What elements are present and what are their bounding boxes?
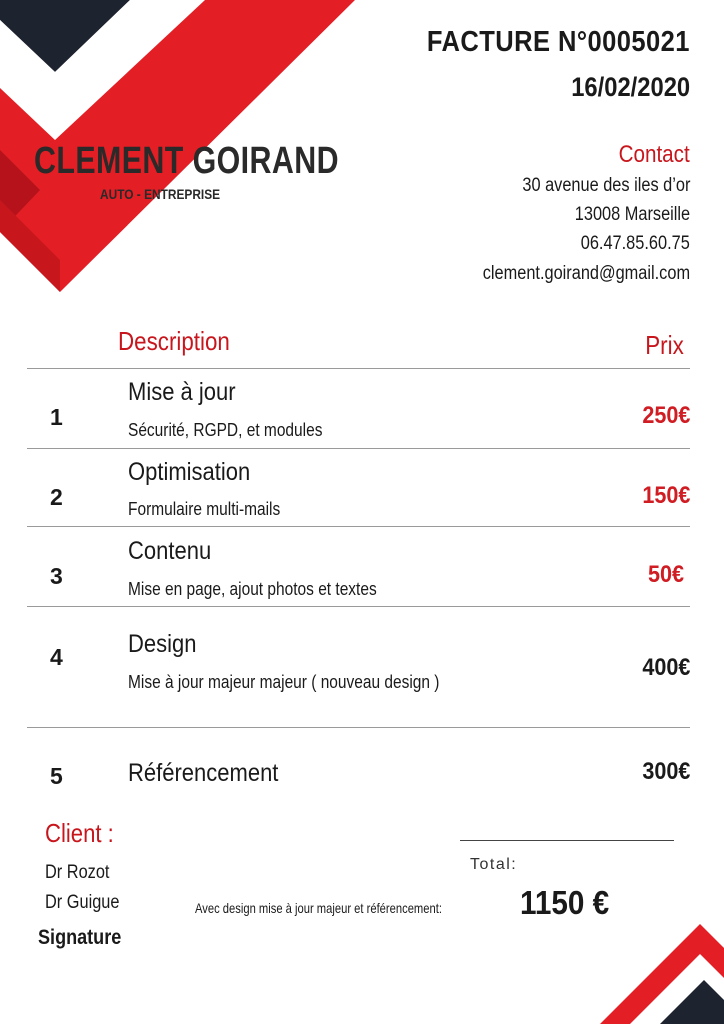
item-title: Design [128,630,197,658]
company-subtitle: AUTO - ENTREPRISE [100,186,221,202]
column-header-description: Description [118,326,230,356]
item-number: 4 [50,644,63,670]
item-description: Mise en page, ajout photos et textes [128,579,377,599]
row-divider [27,448,690,449]
item-title: Référencement [128,759,279,787]
item-description: Formulaire multi-mails [128,499,281,519]
invoice-date: 16/02/2020 [571,72,690,102]
item-price: 400€ [641,654,690,681]
item-price: 250€ [641,402,690,429]
row-divider [27,606,690,607]
client-heading: Client : [45,818,114,848]
item-title: Optimisation [128,458,251,486]
item-number: 2 [50,484,63,510]
item-description: Sécurité, RGPD, et modules [128,420,323,440]
item-title: Mise à jour [128,378,236,406]
item-price: 150€ [641,482,690,509]
column-header-price: Prix [645,330,684,360]
item-number: 3 [50,563,63,589]
total-label: Total: [470,856,518,873]
total-divider [460,840,674,841]
item-description: Mise à jour majeur majeur ( nouveau design ) [128,672,440,692]
contact-email[interactable]: clement.goirand@gmail.com [482,263,690,284]
signature-label: Signature [38,926,122,949]
total-note: Avec design mise à jour majeur et référencement: [195,900,442,916]
item-price: 300€ [641,758,690,785]
item-number: 1 [50,404,63,430]
contact-phone: 06.47.85.60.75 [580,233,690,254]
contact-address-line1: 30 avenue des iles d’or [521,175,690,196]
company-name: CLEMENT GOIRAND [34,140,339,182]
total-amount: 1150 € [520,884,610,921]
row-divider [27,368,690,369]
item-number: 5 [50,763,63,789]
contact-heading: Contact [618,141,690,168]
item-price: 50€ [647,561,684,588]
client-name: Dr Guigue [45,892,120,913]
client-name: Dr Rozot [45,862,110,883]
row-divider [27,526,690,527]
contact-address-line2: 13008 Marseille [574,204,690,225]
item-title: Contenu [128,537,212,565]
row-divider [27,727,690,728]
invoice-number: FACTURE N°0005021 [426,26,690,58]
